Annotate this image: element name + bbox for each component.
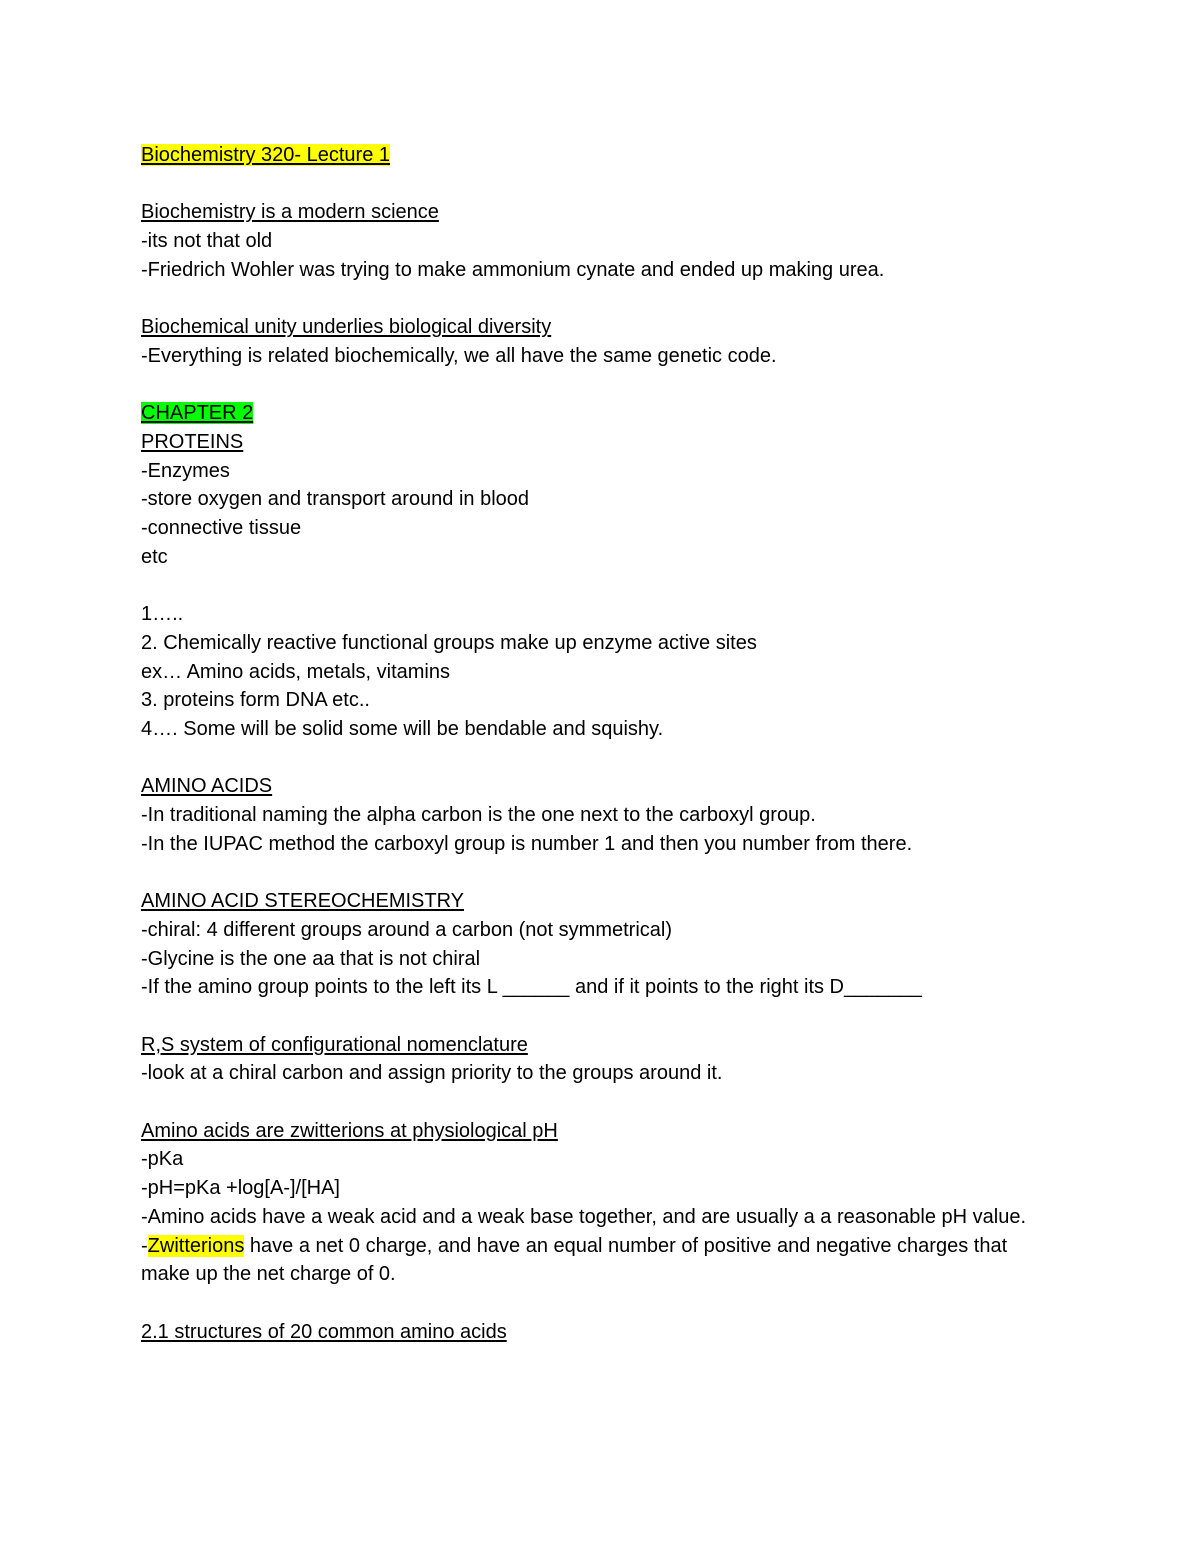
- body-line: -Enzymes: [141, 459, 230, 482]
- zwitterion-definition: [141, 1232, 1061, 1289]
- body-line: -connective tissue: [141, 517, 302, 540]
- heading-rs-system: R,S system of configurational nomenclature: [141, 1033, 528, 1056]
- chapter-label-line: [141, 399, 1061, 428]
- heading-proteins: PROTEINS: [141, 430, 244, 453]
- blank-line: [141, 371, 1061, 400]
- numbered-line: 2. Chemically reactive functional groups make up enzyme active sites: [141, 631, 757, 654]
- doc-title: Biochemistry 320- Lecture 1: [141, 144, 391, 166]
- blank-line: [141, 1088, 1061, 1117]
- body-line: -chiral: 4 different groups around a carbon (not symmetrical): [141, 918, 672, 941]
- heading-structures: 2.1 structures of 20 common amino acids: [141, 1320, 507, 1343]
- numbered-line: 4…. Some will be solid some will be bendable and squishy.: [141, 718, 664, 740]
- heading-biochemical-unity: Biochemical unity underlies biological diversity: [141, 316, 552, 339]
- numbered-line: ex… Amino acids, metals, vitamins: [141, 660, 450, 683]
- body-line: -its not that old: [141, 230, 273, 253]
- heading-stereochemistry: AMINO ACID STEREOCHEMISTRY: [141, 890, 465, 913]
- doc-title-line: [141, 141, 1061, 170]
- numbered-line: 1…..: [141, 603, 184, 626]
- body-line: -Friedrich Wohler was trying to make ammonium cynate and ended up making urea.: [141, 258, 885, 281]
- body-line: -pKa: [141, 1148, 184, 1171]
- body-line: -In the IUPAC method the carboxyl group is number 1 and then you number from there.: [141, 832, 913, 855]
- chapter-label: CHAPTER 2: [141, 402, 254, 425]
- numbered-line: 3. proteins form DNA etc..: [141, 689, 370, 712]
- body-line: -Everything is related biochemically, we all have the same genetic code.: [141, 344, 777, 367]
- blank-line: [141, 1289, 1061, 1318]
- body-line: -Amino acids have a weak acid and a weak base together, and are usually a a reasonable pH value.: [141, 1205, 1026, 1228]
- blank-line: [141, 744, 1061, 773]
- body-line: -Glycine is the one aa that is not chiral: [141, 947, 481, 970]
- zwitterion-term: Zwitterions: [147, 1234, 245, 1257]
- body-line: -In traditional naming the alpha carbon is the one next to the carboxyl group.: [141, 804, 816, 827]
- body-line: -pH=pKa +log[A-]/[HA]: [141, 1177, 340, 1200]
- blank-line: [141, 170, 1061, 199]
- zwitterion-prefix: -: [141, 1234, 148, 1257]
- heading-modern-science: Biochemistry is a modern science: [141, 201, 439, 224]
- heading-amino-acids: AMINO ACIDS: [141, 775, 273, 798]
- body-line: -If the amino group points to the left its L ______ and if it points to the right its D_______: [141, 976, 922, 999]
- blank-line: [141, 1002, 1061, 1031]
- blank-line: [141, 572, 1061, 601]
- body-line: -store oxygen and transport around in blood: [141, 488, 530, 511]
- document-page: [141, 141, 1061, 1346]
- body-line: -look at a chiral carbon and assign priority to the groups around it.: [141, 1062, 723, 1085]
- blank-line: [141, 859, 1061, 888]
- zwitterion-rest: have a net 0 charge, and have an equal number of positive and negative charges that make up the net charge of 0.: [141, 1234, 1008, 1286]
- heading-zwitterions: Amino acids are zwitterions at physiological pH: [141, 1119, 558, 1142]
- body-line: etc: [141, 545, 168, 568]
- blank-line: [141, 285, 1061, 314]
